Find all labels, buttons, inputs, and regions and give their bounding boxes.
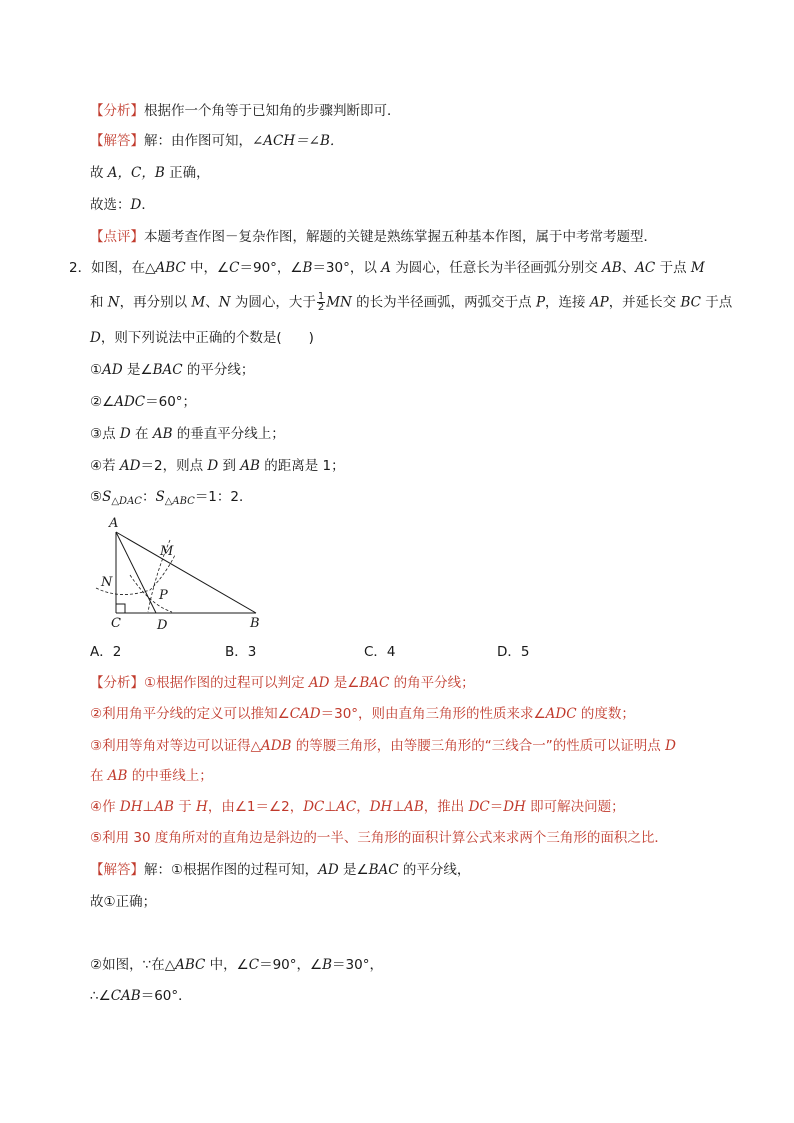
bisector-ad <box>116 532 156 613</box>
a-text: ⊥ <box>142 799 155 815</box>
answer-text: 解：由作图可知， <box>144 133 252 149</box>
q-text: ，并延长交 <box>608 294 681 311</box>
label-c: C <box>111 616 121 631</box>
q-text: 和 <box>90 294 108 311</box>
label-p: P <box>159 588 168 603</box>
a-var: DH <box>119 799 143 815</box>
analysis-tag: 【分析】 <box>90 675 144 691</box>
s-var: ADC <box>114 394 146 410</box>
analysis-text: 根据作一个角等于已知角的步骤判断即可． <box>144 103 401 119</box>
q-text: ，再分别以 <box>119 294 192 311</box>
analysis-tag: 【分析】 <box>90 103 144 119</box>
q-var: N <box>218 294 231 311</box>
q-var: AB <box>602 260 622 276</box>
q-var: AC <box>635 260 656 276</box>
a-text: ⊥ <box>324 799 337 815</box>
s-var: S <box>102 489 112 505</box>
fraction-numerator: 1 <box>317 291 325 302</box>
analysis2-line-4 <box>90 766 213 786</box>
a-var: AB <box>404 799 424 815</box>
ans-var: B <box>322 957 333 973</box>
q-text: 为圆心，任意长为半径画弧分别交 <box>390 260 603 276</box>
answer2-line-4 <box>90 986 192 1006</box>
s-text: 在 <box>130 426 153 442</box>
ans-text: 是∠ <box>338 862 369 878</box>
ans-text: 解：①根据作图的过程可知， <box>144 862 319 878</box>
fraction-denominator: 2 <box>317 302 325 313</box>
a-var: DH <box>369 799 393 815</box>
label-n: N <box>101 575 113 590</box>
a-text: 于 <box>173 799 197 815</box>
answer-equation: ∠ACH＝∠B． <box>252 133 344 149</box>
ans-var: BAC <box>368 862 399 878</box>
right-angle-mark <box>116 604 125 613</box>
q-var: AP <box>589 294 609 311</box>
q-text: 、 <box>205 294 219 311</box>
s-text: 的距离是 1； <box>259 458 345 474</box>
a-var: AC <box>336 799 357 815</box>
s-var: AB <box>152 426 173 442</box>
a-var: H <box>196 799 208 815</box>
q-text: 为圆心，大于 <box>230 294 316 311</box>
a-text: ，由∠1＝∠2， <box>207 799 304 815</box>
ans-text: 的平分线， <box>398 862 471 878</box>
a-text: ②利用角平分线的定义可以推知∠ <box>90 706 290 722</box>
a-var: AB <box>107 768 128 784</box>
s-var: BAC <box>152 362 183 378</box>
a-text: ，推出 <box>423 799 469 815</box>
a-var: AD <box>308 675 330 691</box>
s-var: AD <box>119 458 141 474</box>
option-a: A．2 <box>90 644 122 660</box>
ans-text: ＝30°， <box>332 957 383 973</box>
q-var: MN <box>326 294 352 311</box>
ans-text: ∴∠ <box>90 988 111 1004</box>
q-var: A <box>381 260 391 276</box>
s-subscript: △DAC <box>111 496 142 507</box>
a-text: 的角平分线； <box>389 675 475 691</box>
label-d: D <box>157 618 168 633</box>
a-text: 即可解决问题； <box>525 799 625 815</box>
analysis2-line-5 <box>90 797 625 817</box>
a-var: BAC <box>359 675 390 691</box>
s-text: ： <box>141 489 156 505</box>
q-text: ，则下列说法中正确的个数是( ) <box>100 330 314 346</box>
q-text: 于点 <box>701 294 733 311</box>
s-var: AB <box>240 458 260 474</box>
ans-text: ②如图，∵在△ <box>90 957 176 973</box>
s-text: 是∠ <box>122 362 153 378</box>
a-var: CAD <box>289 706 321 722</box>
ans-text: 中，∠ <box>205 957 249 973</box>
q-text: 于点 <box>655 260 691 276</box>
ans-text: ＝90°，∠ <box>259 957 323 973</box>
answer2-line-2: 故①正确； <box>90 894 157 910</box>
a-text: ， <box>356 799 370 815</box>
q-var: D <box>90 330 101 346</box>
q-var: M <box>690 260 705 276</box>
a-text: 的等腰三角形，由等腰三角形的“三线合一”的性质可以证明点 <box>291 738 666 754</box>
q-var: B <box>302 260 313 276</box>
a-var: DC <box>468 799 490 815</box>
question-number: 2． <box>69 260 92 276</box>
q-var: P <box>535 294 546 311</box>
analysis2-line-6: ⑤利用 30 度角所对的直角边是斜边的一半、三角形的面积计算公式来求两个三角形的面积之比． <box>90 830 668 846</box>
s-var: S <box>155 489 165 505</box>
s-text: ⑤ <box>90 489 103 505</box>
a-var: DC <box>303 799 325 815</box>
therefore-suffix: 正确， <box>164 165 210 181</box>
q-var: BC <box>680 294 701 311</box>
therefore-prefix: 故 <box>90 165 108 181</box>
a-text: 在 <box>90 768 108 784</box>
a-var: D <box>665 738 676 754</box>
s-text: ① <box>90 362 103 378</box>
ans-var: C <box>248 957 260 973</box>
a-var: ADB <box>260 738 292 754</box>
s-var: D <box>207 458 219 474</box>
a-text: ④作 <box>90 799 120 815</box>
ans-text: ＝60°． <box>140 988 192 1004</box>
label-b: B <box>250 616 260 631</box>
s-text: 到 <box>218 458 241 474</box>
comment-tag: 【点评】 <box>90 229 144 245</box>
q-text: ＝90°，∠ <box>239 260 303 276</box>
s-text: 的垂直平分线上； <box>172 426 285 442</box>
side-ab <box>116 532 256 613</box>
a-var: ADC <box>545 706 577 722</box>
a-var: AB <box>154 799 174 815</box>
choice-prefix: 故选： <box>90 197 131 213</box>
option-d: D．5 <box>497 644 530 660</box>
s-text: ＝60°； <box>145 394 197 410</box>
answer-tag: 【解答】 <box>90 133 144 149</box>
answer2-line-1 <box>90 860 470 880</box>
a-text: 是∠ <box>329 675 360 691</box>
q-var: ABC <box>155 260 186 276</box>
q-text: 的长为半径画弧，两弧交于点 <box>351 294 536 311</box>
ans-var: CAB <box>110 988 141 1004</box>
s-text: ③点 <box>90 426 120 442</box>
option-c: C．4 <box>364 644 396 660</box>
a-text: 的中垂线上； <box>127 768 213 784</box>
answer2-line-3 <box>90 955 383 975</box>
therefore-letters: A，C，B <box>107 165 165 181</box>
analysis2-line-1 <box>90 673 475 693</box>
a-text: ⊥ <box>392 799 405 815</box>
q-text: ＝30°，以 <box>312 260 382 276</box>
s-var: AD <box>102 362 123 378</box>
q-var: M <box>191 294 206 311</box>
s-text: ＝1：2． <box>194 489 253 505</box>
ans-var: ABC <box>175 957 206 973</box>
label-a: A <box>109 516 119 531</box>
label-m: M <box>160 544 174 559</box>
comment-text: 本题考查作图－复杂作图，解题的关键是熟练掌握五种基本作图，属于中考常考题型． <box>144 229 657 245</box>
q-var: C <box>229 260 240 276</box>
option-b: B．3 <box>225 644 257 660</box>
a-text: ＝ <box>489 799 504 815</box>
choice-suffix: ． <box>141 197 155 213</box>
a-text: ①根据作图的过程可以判定 <box>144 675 309 691</box>
choice-letter: D <box>130 197 142 213</box>
q-text: 、 <box>621 260 636 276</box>
a-var: DH <box>503 799 526 815</box>
s-text: ④若 <box>90 458 120 474</box>
q-text: ，连接 <box>545 294 590 311</box>
a-text: ③利用等角对等边可以证得△ <box>90 738 261 754</box>
analysis2-line-2 <box>90 704 635 724</box>
answer-tag: 【解答】 <box>90 862 144 878</box>
s-var: D <box>119 426 131 442</box>
s-text: 的平分线； <box>182 362 255 378</box>
s-text: ＝2，则点 <box>140 458 208 474</box>
a-text: 的度数； <box>576 706 635 722</box>
ans-var: AD <box>318 862 339 878</box>
a-text: ＝30°，则由直角三角形的性质来求∠ <box>320 706 546 722</box>
q-text: 如图，在△ <box>91 260 156 276</box>
s-subscript: △ABC <box>164 496 195 507</box>
analysis2-line-3 <box>90 736 676 756</box>
s-text: ②∠ <box>90 394 115 410</box>
q-text: 中，∠ <box>185 260 230 276</box>
q-var: N <box>107 294 120 311</box>
